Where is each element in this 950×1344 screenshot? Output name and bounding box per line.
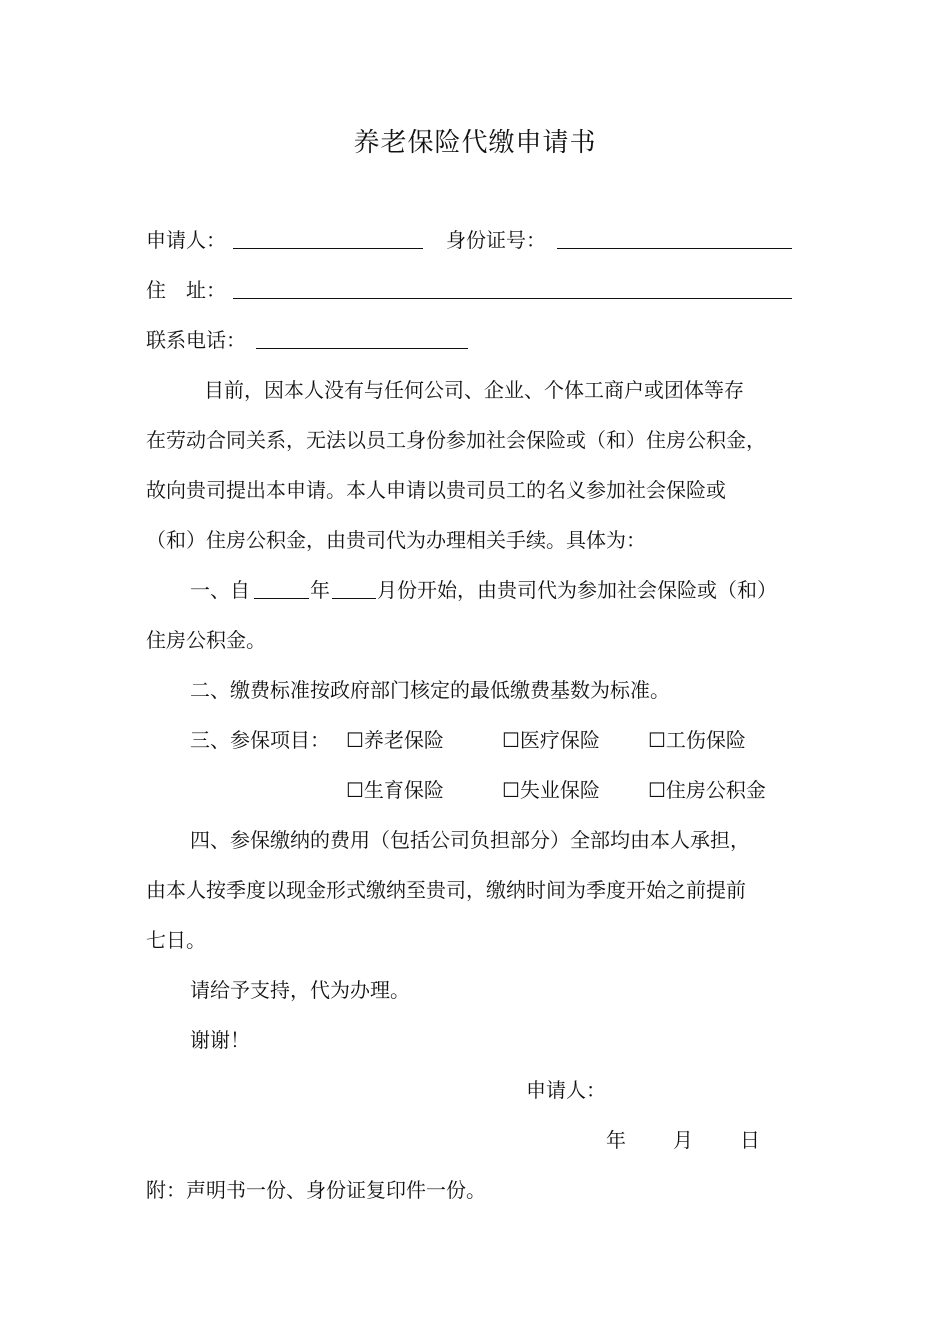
paragraph-line: 在劳动合同关系，无法以员工身份参加社会保险或（和）住房公积金， — [146, 428, 766, 452]
signature-day: 日 — [740, 1128, 760, 1152]
paragraph-line: （和）住房公积金，由贵司代为办理相关手续。具体为： — [146, 528, 646, 552]
document-title: 养老保险代缴申请书 — [353, 128, 597, 158]
paragraph-line: 由本人按季度以现金形式缴纳至贵司，缴纳时间为季度开始之前提前 — [146, 878, 746, 902]
phone-field[interactable] — [256, 348, 468, 349]
start-year-field[interactable] — [254, 598, 309, 599]
checkbox-maternity-insurance[interactable]: ☐生育保险 — [346, 778, 444, 802]
item1-rest: 月份开始，由贵司代为参加社会保险或（和） — [377, 578, 777, 602]
address-label: 住 址： — [146, 278, 226, 302]
item1-prefix: 一、自 — [190, 578, 250, 602]
checkbox-unemployment-insurance[interactable]: ☐失业保险 — [502, 778, 600, 802]
checkbox-medical-insurance[interactable]: ☐医疗保险 — [502, 728, 600, 752]
item3-label: 三、参保项目： — [190, 728, 330, 752]
id-number-label: 身份证号： — [446, 228, 546, 252]
attachment-note: 附：声明书一份、身份证复印件一份。 — [146, 1178, 486, 1202]
paragraph-line: 目前，因本人没有与任何公司、企业、个体工商户或团体等存 — [204, 378, 744, 402]
applicant-field[interactable] — [233, 248, 423, 249]
paragraph-line: 七日。 — [146, 928, 206, 952]
address-field[interactable] — [233, 298, 792, 299]
signature-applicant-label: 申请人： — [526, 1078, 606, 1102]
signature-month: 月 — [673, 1128, 693, 1152]
phone-label: 联系电话： — [146, 328, 246, 352]
item2-line: 二、缴费标准按政府部门核定的最低缴费基数为标准。 — [190, 678, 670, 702]
id-number-field[interactable] — [557, 248, 792, 249]
checkbox-housing-fund[interactable]: ☐住房公积金 — [648, 778, 766, 802]
paragraph-line: 住房公积金。 — [146, 628, 266, 652]
applicant-label: 申请人： — [146, 228, 226, 252]
support-line: 请给予支持，代为办理。 — [190, 978, 410, 1002]
paragraph-line: 故向贵司提出本申请。本人申请以贵司员工的名义参加社会保险或 — [146, 478, 726, 502]
item1-year-label: 年 — [310, 578, 330, 602]
start-month-field[interactable] — [332, 598, 376, 599]
thanks-line: 谢谢！ — [190, 1028, 250, 1052]
signature-year: 年 — [606, 1128, 626, 1152]
checkbox-injury-insurance[interactable]: ☐工伤保险 — [648, 728, 746, 752]
checkbox-pension-insurance[interactable]: ☐养老保险 — [346, 728, 444, 752]
paragraph-line: 四、参保缴纳的费用（包括公司负担部分）全部均由本人承担， — [190, 828, 750, 852]
